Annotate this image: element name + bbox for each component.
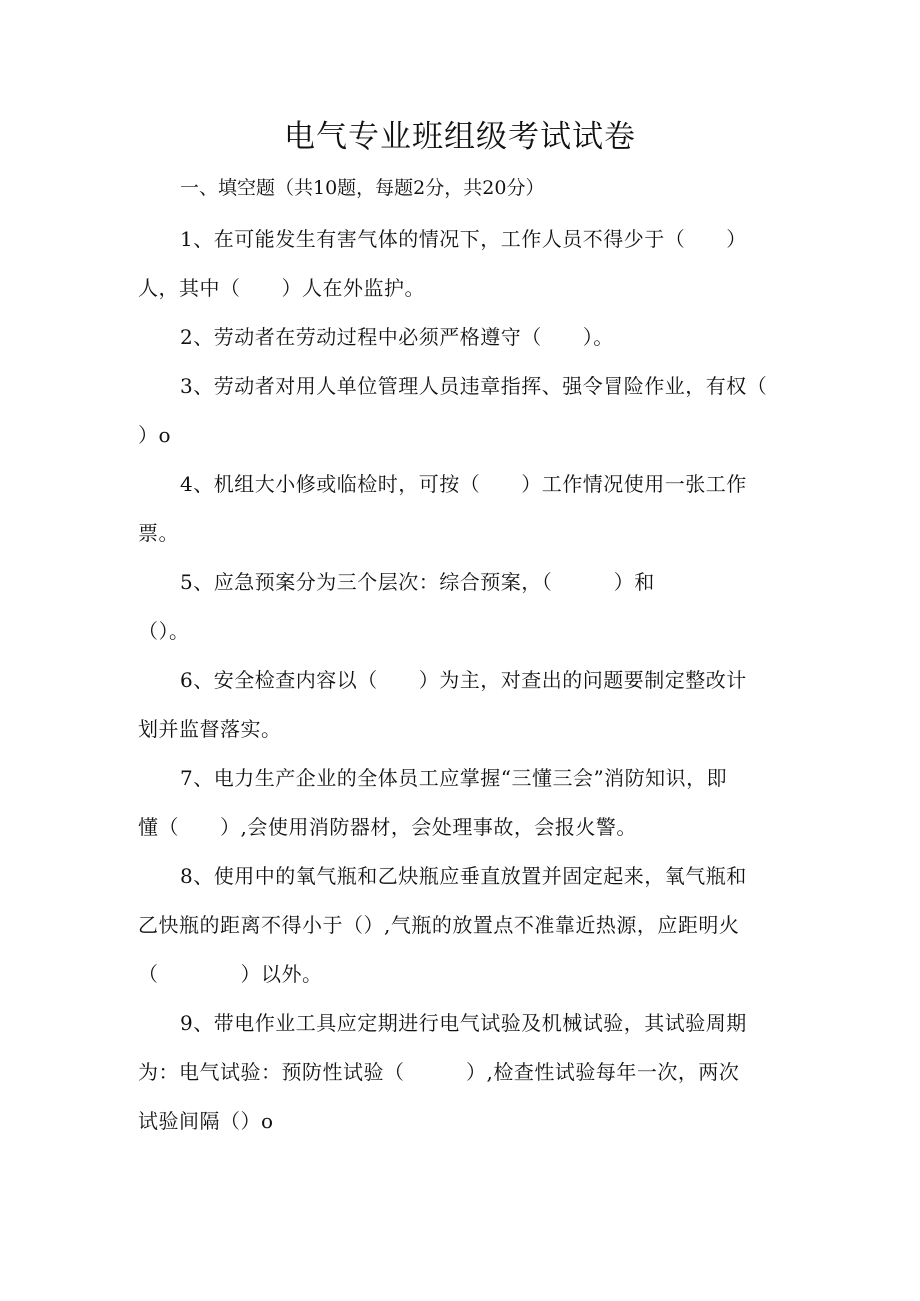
page-title: 电气专业班组级考试试卷	[284, 119, 636, 155]
question-1	[138, 215, 783, 313]
question-line: 试验间隔（）o	[138, 1109, 274, 1133]
question-line: 懂（ ）,会使用消防器材，会处理事故，会报火警。	[138, 815, 637, 839]
question-line: 票。	[138, 521, 179, 545]
question-5	[138, 558, 783, 656]
question-list	[138, 215, 783, 1146]
question-line: 3、劳动者对用人单位管理人员违章指挥、强令冒险作业，有权（	[180, 374, 768, 398]
question-line: 2、劳动者在劳动过程中必须严格遵守（ ）。	[180, 325, 614, 349]
question-4	[138, 460, 783, 558]
question-3	[138, 362, 783, 460]
question-line: 为：电气试验：预防性试验（ ）,检查性试验每年一次，两次	[138, 1060, 740, 1084]
question-7	[138, 754, 783, 852]
question-line: 7、电力生产企业的全体员工应掌握“三懂三会”消防知识，即	[180, 766, 728, 790]
question-line: （ ）以外。	[138, 962, 323, 986]
question-line: ）o	[138, 423, 172, 447]
question-line: 9、带电作业工具应定期进行电气试验及机械试验，其试验周期	[180, 1011, 747, 1035]
question-line: 8、使用中的氧气瓶和乙炔瓶应垂直放置并固定起来，氧气瓶和	[180, 864, 747, 888]
question-9	[138, 999, 783, 1146]
question-line: 划并监督落实。	[138, 717, 282, 741]
question-6	[138, 656, 783, 754]
question-2	[138, 313, 783, 362]
question-line: 4、机组大小修或临检时，可按（ ）工作情况使用一张工作	[180, 472, 747, 496]
question-line: 人，其中（ ）人在外监护。	[138, 276, 425, 300]
question-line: 5、应急预案分为三个层次：综合预案，（ ）和	[180, 570, 655, 594]
question-line: 乙快瓶的距离不得小于（）,气瓶的放置点不准靠近热源，应距明火	[138, 913, 740, 937]
question-8	[138, 852, 783, 999]
question-line: 6、安全检查内容以（ ）为主，对查出的问题要制定整改计	[180, 668, 747, 692]
question-line: 1、在可能发生有害气体的情况下，工作人员不得少于（ ）	[180, 227, 747, 251]
question-line: （）。	[138, 619, 190, 643]
section-heading: 一、填空题（共10题，每题2分，共20分）	[180, 177, 545, 199]
